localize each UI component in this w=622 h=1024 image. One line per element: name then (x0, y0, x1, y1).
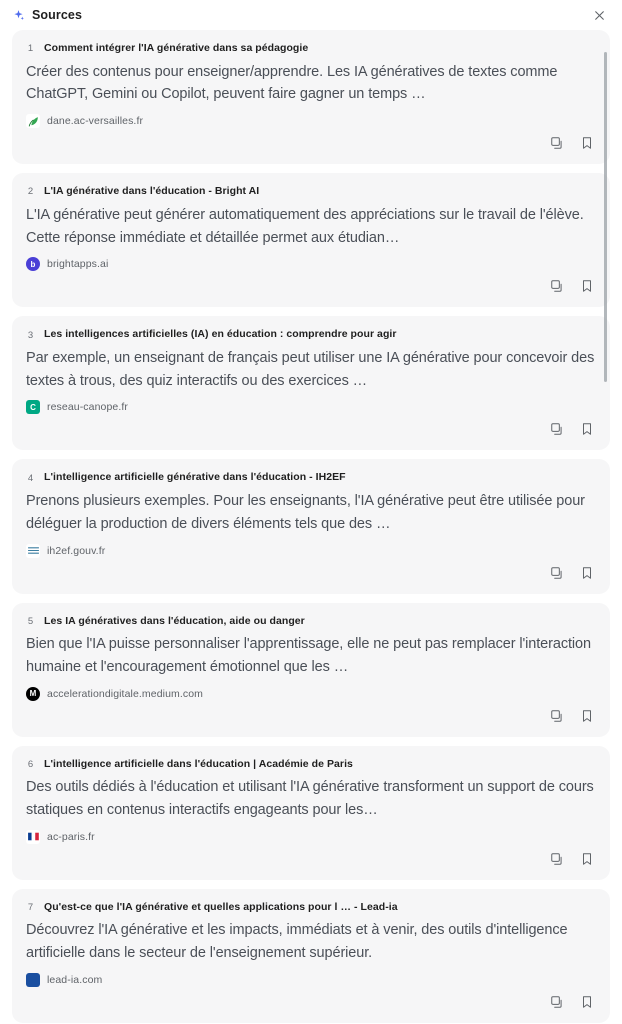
source-card-actions (26, 846, 596, 872)
source-title[interactable]: Les IA génératives dans l'éducation, aide ou danger (44, 614, 305, 627)
bookmark-icon[interactable] (580, 709, 594, 723)
source-origin (26, 973, 596, 987)
source-origin (26, 544, 596, 558)
source-domain: ac-paris.fr (47, 830, 95, 843)
source-index: 6 (27, 759, 34, 771)
source-index: 2 (27, 186, 34, 198)
source-card-head (26, 758, 596, 772)
source-title[interactable]: L'IA générative dans l'éducation - Bright AI (44, 185, 260, 198)
bookmark-icon[interactable] (580, 279, 594, 293)
source-title[interactable]: Les intelligences artificielles (IA) en éducation : comprendre pour agir (44, 328, 397, 341)
source-title[interactable]: L'intelligence artificielle dans l'éducation | Académie de Paris (44, 757, 353, 770)
bookmark-icon[interactable] (580, 422, 594, 436)
source-card[interactable] (12, 889, 610, 1023)
source-snippet: Par exemple, un enseignant de français peut utiliser une IA générative pour concevoir des textes à trous, des quiz interactifs ou des exercices … (26, 349, 595, 389)
favicon (26, 830, 40, 844)
source-domain: accelerationdigitale.medium.com (47, 687, 204, 700)
source-title[interactable]: Qu'est-ce que l'IA générative et quelles applications pour l … - Lead-ia (44, 900, 398, 913)
source-origin (26, 830, 596, 844)
cite-icon[interactable] (550, 136, 564, 150)
source-domain: reseau-canope.fr (47, 401, 128, 414)
cite-icon[interactable] (550, 709, 564, 723)
sparkle-icon (12, 9, 25, 22)
source-card-head (26, 901, 596, 915)
favicon: C (26, 400, 40, 414)
bookmark-icon[interactable] (580, 136, 594, 150)
cite-icon[interactable] (550, 995, 564, 1009)
source-card-head (26, 185, 596, 199)
source-index: 4 (27, 472, 34, 484)
source-index: 1 (27, 43, 34, 55)
source-card[interactable] (12, 459, 610, 593)
source-origin (26, 687, 596, 701)
source-card-head (26, 42, 596, 56)
favicon: M (26, 687, 40, 701)
header-left (12, 8, 82, 22)
favicon (26, 114, 40, 128)
source-origin (26, 114, 596, 128)
cite-icon[interactable] (550, 422, 564, 436)
favicon (26, 973, 40, 987)
source-card-actions (26, 273, 596, 299)
cite-icon[interactable] (550, 279, 564, 293)
source-index: 5 (27, 615, 34, 627)
source-snippet: Prenons plusieurs exemples. Pour les enseignants, l'IA générative peut être utilisée pour déléguer la production de divers éléments tels que des … (26, 493, 585, 532)
source-domain: lead-ia.com (47, 973, 103, 986)
source-card[interactable] (12, 746, 610, 880)
source-card-actions (26, 560, 596, 586)
page-title: Sources (32, 8, 83, 22)
cite-icon[interactable] (550, 852, 564, 866)
source-card[interactable] (12, 30, 610, 164)
source-snippet: Créer des contenus pour enseigner/apprendre. Les IA génératives de textes comme ChatGPT, Gemini ou Copilot, peuvent faire gagner un temps … (26, 63, 558, 103)
source-snippet: Découvrez l'IA générative et les impacts, immédiats et à venir, des outils d'intelligence artificielle dans le secteur de l'enseignement supérieur. (26, 922, 568, 962)
source-card-head (26, 328, 596, 342)
source-card[interactable] (12, 316, 610, 450)
bookmark-icon[interactable] (580, 852, 594, 866)
source-card-head (26, 471, 596, 485)
source-card-actions (26, 703, 596, 729)
source-card[interactable] (12, 173, 610, 307)
source-card-actions (26, 989, 596, 1015)
sources-list[interactable] (0, 30, 622, 1024)
source-index: 7 (27, 902, 34, 914)
sources-scroll-area (12, 30, 610, 1023)
source-domain: brightapps.ai (47, 258, 109, 271)
source-card[interactable] (12, 603, 610, 737)
source-domain: ih2ef.gouv.fr (47, 544, 106, 557)
vertical-scrollbar[interactable] (604, 52, 607, 382)
source-domain: dane.ac-versailles.fr (47, 115, 144, 128)
source-snippet: Bien que l'IA puisse personnaliser l'apprentissage, elle ne peut pas remplacer l'interaction humaine et l'encouragement émotionnel que les … (26, 636, 591, 675)
source-card-head (26, 615, 596, 629)
source-snippet: L'IA générative peut générer automatiquement des appréciations sur le travail de l'élève. Cette réponse immédiate et détaillée permet aux étudian… (26, 206, 584, 246)
source-snippet: Des outils dédiés à l'éducation et utilisant l'IA générative transforment un support de cours statiques en contenus interactifs engageants pour les… (26, 779, 594, 819)
favicon: b (26, 257, 40, 271)
source-title[interactable]: Comment intégrer l'IA générative dans sa pédagogie (44, 42, 309, 54)
favicon (26, 544, 40, 558)
close-icon[interactable] (590, 6, 608, 24)
source-card-actions (26, 416, 596, 442)
cite-icon[interactable] (550, 566, 564, 580)
source-origin (26, 257, 596, 271)
source-origin (26, 400, 596, 414)
panel-header (0, 0, 622, 30)
source-title[interactable]: L'intelligence artificielle générative dans l'éducation - IH2EF (44, 471, 346, 484)
source-index: 3 (27, 329, 34, 341)
bookmark-icon[interactable] (580, 566, 594, 580)
bookmark-icon[interactable] (580, 995, 594, 1009)
source-card-actions (26, 130, 596, 156)
